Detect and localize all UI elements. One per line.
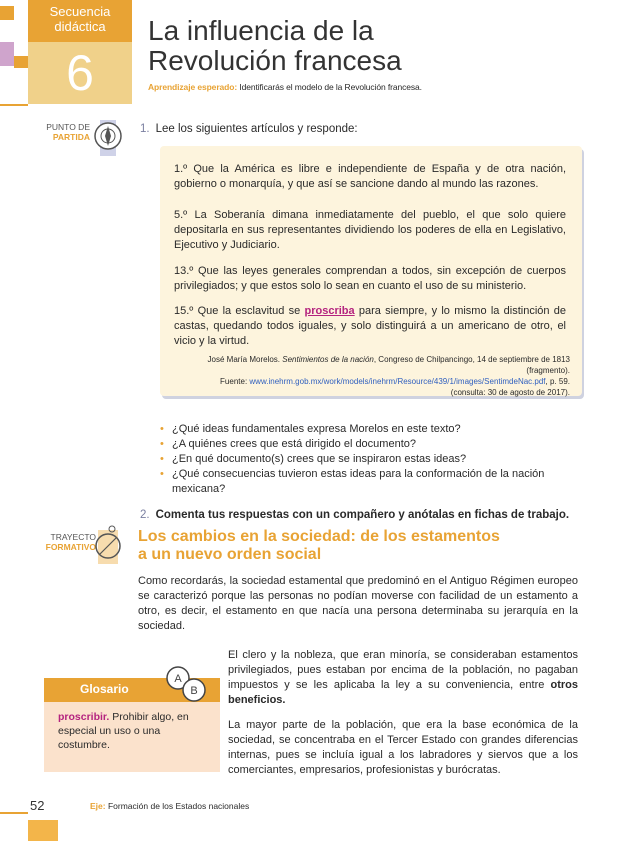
trayecto-formativo-badge bbox=[44, 532, 96, 552]
section-title-line1: Los cambios en la sociedad: de los estamentos bbox=[138, 528, 500, 545]
trayecto-line1: TRAYECTO bbox=[50, 532, 96, 542]
glossary-term: proscribir. bbox=[58, 711, 110, 723]
source-label: Fuente: bbox=[220, 377, 250, 386]
keyword-proscriba[interactable]: proscriba bbox=[304, 305, 355, 317]
punto-line2: PARTIDA bbox=[52, 132, 90, 142]
article-5: 5.º La Soberanía dimana inmediatamente del pueblo, el que solo quiere depositarla en sus representantes dividiendo los poderes de ella en Legislativo, Ejecutivo y Judiciario. bbox=[174, 209, 566, 251]
article-1: 1.º Que la América es libre e independiente de España y de otra nación, gobierno o monarquía, y que así se sancione dando al mundo las razones. bbox=[174, 163, 566, 190]
question-2-number: 2. bbox=[140, 509, 150, 521]
aprendizaje-text: Identificarás el modelo de la Revolución francesa. bbox=[237, 82, 422, 92]
eje-text: Formación de los Estados nacionales bbox=[105, 801, 250, 811]
punto-de-partida-badge bbox=[44, 122, 90, 142]
list-item: • ¿En qué documento(s) crees que se inspiraron estas ideas? bbox=[160, 452, 580, 467]
footer-decor-line bbox=[0, 812, 28, 814]
sequence-number: 6 bbox=[66, 45, 94, 101]
route-icon bbox=[90, 524, 124, 564]
source-consult: (consulta: 30 de agosto de 2017). bbox=[450, 388, 570, 397]
quote-source bbox=[180, 354, 570, 398]
source-author: José María Morelos. bbox=[207, 355, 283, 364]
article-13: 13.º Que las leyes generales comprendan a todos, sin excepción de cuerpos privilegiados; y que estos solo lo sean en cuanto el uso de su ministerio. bbox=[174, 265, 566, 292]
trayecto-line2: FORMATIVO bbox=[45, 542, 96, 552]
title-line2: Revolución francesa bbox=[148, 45, 402, 76]
source-rest: , Congreso de Chilpancingo, 14 de septiembre de 1813 (fragmento). bbox=[373, 355, 570, 375]
decor-square-1 bbox=[0, 6, 14, 20]
sequence-label-line1: Secuencia bbox=[49, 4, 111, 19]
title-line1: La influencia de la bbox=[148, 15, 374, 46]
sequence-tab bbox=[28, 0, 132, 104]
question-2-text: Comenta tus respuestas con un compañero y anótalas en fichas de trabajo. bbox=[155, 509, 570, 521]
article-15-after: para siempre, y lo mismo la distinción de castas, quedando todos iguales, y solo distinguirá a un americano de otro, el vicio y la virtud. bbox=[174, 305, 567, 347]
list-item: • ¿Qué ideas fundamentales expresa Morelos en este texto? bbox=[160, 422, 580, 437]
glossary-definition: Prohibir algo, en especial un uso o una costumbre. bbox=[58, 711, 189, 751]
decor-square-3 bbox=[14, 56, 28, 68]
dictionary-icon-letter-a: A bbox=[174, 673, 182, 685]
punto-line1: PUNTO DE bbox=[46, 122, 90, 132]
list-item: • ¿Qué consecuencias tuvieron estas ideas para la conformación de la nación mexicana? bbox=[160, 467, 580, 497]
article-15 bbox=[174, 304, 566, 349]
source-line1 bbox=[180, 354, 570, 376]
aprendizaje-label: Aprendizaje esperado: bbox=[148, 82, 238, 92]
compass-icon bbox=[90, 118, 124, 158]
dictionary-icon bbox=[164, 664, 208, 704]
page-title bbox=[148, 16, 608, 76]
article-15-before: 15.º Que la esclavitud se bbox=[174, 305, 305, 317]
section-intro: Como recordarás, la sociedad estamental que predominó en el Antiguo Régimen europeo se caracterizó porque las personas no podían moverse con facilidad de un estamento a otro, es decir, el estamento en que nacía una persona determinaba su jerarquía en la sociedad. bbox=[138, 575, 578, 632]
question-2 bbox=[140, 508, 569, 523]
footer-eje bbox=[90, 801, 249, 811]
paragraph-2-text: El clero y la nobleza, que eran minoría, se consideraban estamentos privilegiados, pues estaban por encima de la población, no pagaban impuestos y se les aplicaba la ley a su conveniencia, entre bbox=[228, 649, 578, 691]
section-paragraph-2 bbox=[228, 648, 578, 708]
source-page: , p. 59. bbox=[545, 377, 570, 386]
source-work: Sentimientos de la nación bbox=[282, 355, 374, 364]
footer-decor-bar bbox=[28, 820, 58, 841]
glossary-entry bbox=[58, 710, 208, 752]
decor-square-2 bbox=[0, 42, 14, 66]
aprendizaje-esperado bbox=[148, 82, 608, 92]
sequence-label bbox=[28, 4, 132, 34]
question-list bbox=[160, 422, 580, 497]
question-1-number: 1. bbox=[140, 123, 150, 135]
source-line2 bbox=[180, 376, 570, 387]
page-number: 52 bbox=[30, 798, 45, 813]
dictionary-icon-letter-b: B bbox=[190, 685, 198, 697]
quote-box bbox=[160, 146, 582, 396]
section-title bbox=[138, 528, 578, 564]
decor-line bbox=[0, 104, 28, 106]
sequence-label-line2: didáctica bbox=[54, 19, 106, 34]
question-1 bbox=[140, 122, 358, 137]
glossary-body bbox=[44, 702, 220, 772]
eje-label: Eje: bbox=[90, 801, 106, 811]
section-paragraph-3: La mayor parte de la población, que era la base económica de la sociedad, se concentraba en el Tercer Estado con grandes diferencias internas, pues se incluía igual a los labradores y siervos que a los comerciantes, empresarios, profesionistas y burócratas. bbox=[228, 719, 578, 776]
paragraph-2-bold: otros beneficios. bbox=[228, 679, 578, 706]
section-title-line2: a un nuevo orden social bbox=[138, 546, 322, 563]
glossary-label: Glosario bbox=[80, 682, 129, 696]
question-1-text: Lee los siguientes artículos y responde: bbox=[155, 123, 358, 135]
source-link[interactable]: www.inehrm.gob.mx/work/models/inehrm/Resource/439/1/images/SentimdeNac.pdf bbox=[249, 377, 546, 386]
list-item: • ¿A quiénes crees que está dirigido el documento? bbox=[160, 437, 580, 452]
